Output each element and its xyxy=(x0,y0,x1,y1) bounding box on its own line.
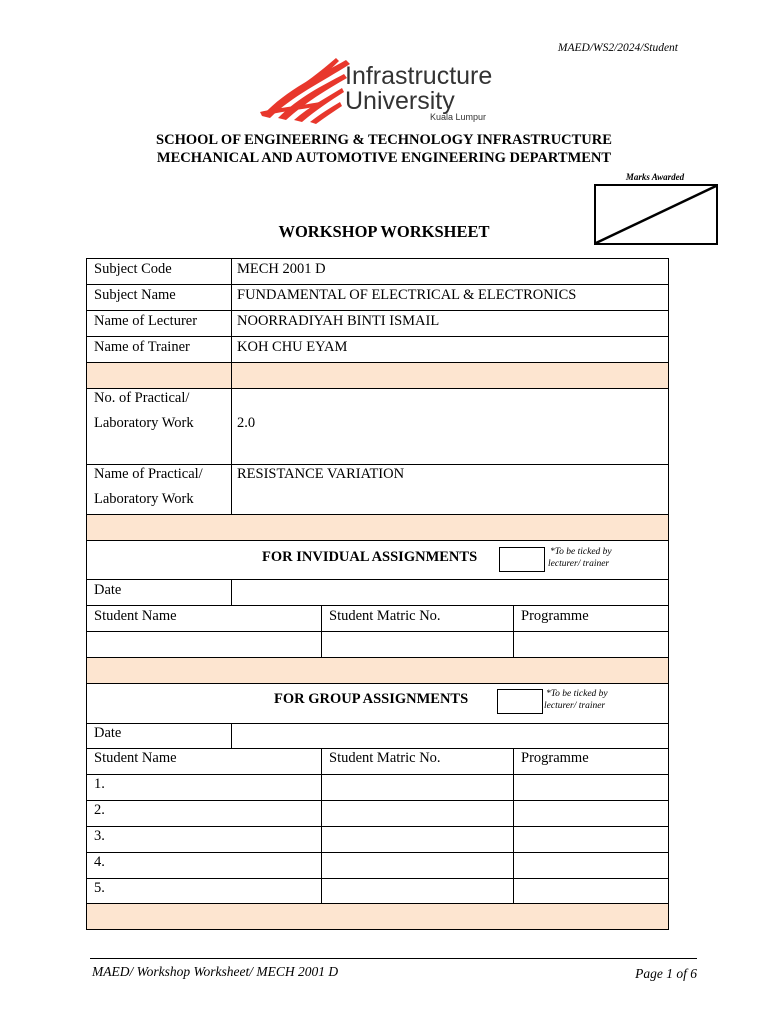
group-row-number: 5. xyxy=(94,880,105,896)
group-date-label: Date xyxy=(94,725,122,741)
group-row-number: 2. xyxy=(94,802,105,818)
subject-code-label: Subject Code xyxy=(94,261,172,277)
logo-graphic xyxy=(258,54,510,126)
practical-no-label-line2: Laboratory Work xyxy=(94,415,194,431)
individual-matric-header: Student Matric No. xyxy=(329,608,441,624)
logo-line1: Infrastructure xyxy=(345,62,493,90)
logo-line2: University xyxy=(345,87,455,115)
shaded-separator xyxy=(87,363,668,388)
marks-awarded-label: Marks Awarded xyxy=(625,172,685,182)
practical-name-value: RESISTANCE VARIATION xyxy=(237,466,405,482)
logo-line3: Kuala Lumpur xyxy=(430,112,487,122)
footer-page-number: Page 1 of 6 xyxy=(635,966,697,981)
individual-tick-note-line1: *To be ticked by xyxy=(550,547,612,557)
university-logo xyxy=(258,54,510,126)
group-tick-note-line1: *To be ticked by xyxy=(546,689,608,699)
group-row-number: 3. xyxy=(94,828,105,844)
individual-tick-note xyxy=(548,546,612,570)
footer-divider xyxy=(90,958,697,959)
individual-student-name-header: Student Name xyxy=(94,608,177,624)
group-student-name-header: Student Name xyxy=(94,750,177,766)
individual-assignments-title: FOR INVIDUAL ASSIGNMENTS xyxy=(262,549,478,565)
group-tick-checkbox[interactable] xyxy=(497,689,543,714)
trainer-label: Name of Trainer xyxy=(94,339,190,355)
subject-code-value: MECH 2001 D xyxy=(237,261,326,277)
group-programme-header: Programme xyxy=(521,750,589,766)
individual-tick-note-line2: lecturer/ trainer xyxy=(548,559,610,569)
group-assignments-title: FOR GROUP ASSIGNMENTS xyxy=(274,691,469,707)
document-reference: MAED/WS2/2024/Student xyxy=(557,42,678,54)
logo-swoosh-icon xyxy=(260,58,350,124)
worksheet-form xyxy=(86,258,669,930)
trainer-value: KOH CHU EYAM xyxy=(237,339,348,355)
lecturer-value: NOORRADIYAH BINTI ISMAIL xyxy=(237,313,440,329)
practical-no-label-line1: No. of Practical/ xyxy=(94,390,190,406)
practical-no-value: 2.0 xyxy=(237,415,256,431)
subject-name-label: Subject Name xyxy=(94,287,176,303)
individual-programme-header: Programme xyxy=(521,608,589,624)
subject-name-value: FUNDAMENTAL OF ELECTRICAL & ELECTRONICS xyxy=(237,287,577,303)
individual-tick-checkbox[interactable] xyxy=(499,547,545,572)
department-heading: MECHANICAL AND AUTOMOTIVE ENGINEERING DEPARTMENT xyxy=(156,150,612,166)
group-tick-note xyxy=(544,688,608,712)
shaded-separator xyxy=(87,658,668,683)
group-row-number: 1. xyxy=(94,776,105,792)
group-tick-note-line2: lecturer/ trainer xyxy=(544,701,606,711)
group-matric-header: Student Matric No. xyxy=(329,750,441,766)
individual-date-label: Date xyxy=(94,582,122,598)
footer-document-title: MAED/ Workshop Worksheet/ MECH 2001 D xyxy=(92,964,339,979)
shaded-separator xyxy=(87,515,668,540)
group-row-number: 4. xyxy=(94,854,105,870)
shaded-separator xyxy=(87,903,668,929)
practical-name-label-line1: Name of Practical/ xyxy=(94,466,203,482)
lecturer-label: Name of Lecturer xyxy=(94,313,198,329)
worksheet-title: WORKSHOP WORKSHEET xyxy=(278,222,490,241)
practical-name-label-line2: Laboratory Work xyxy=(94,491,194,507)
school-heading: SCHOOL OF ENGINEERING & TECHNOLOGY INFRASTRUCTURE xyxy=(156,132,612,148)
